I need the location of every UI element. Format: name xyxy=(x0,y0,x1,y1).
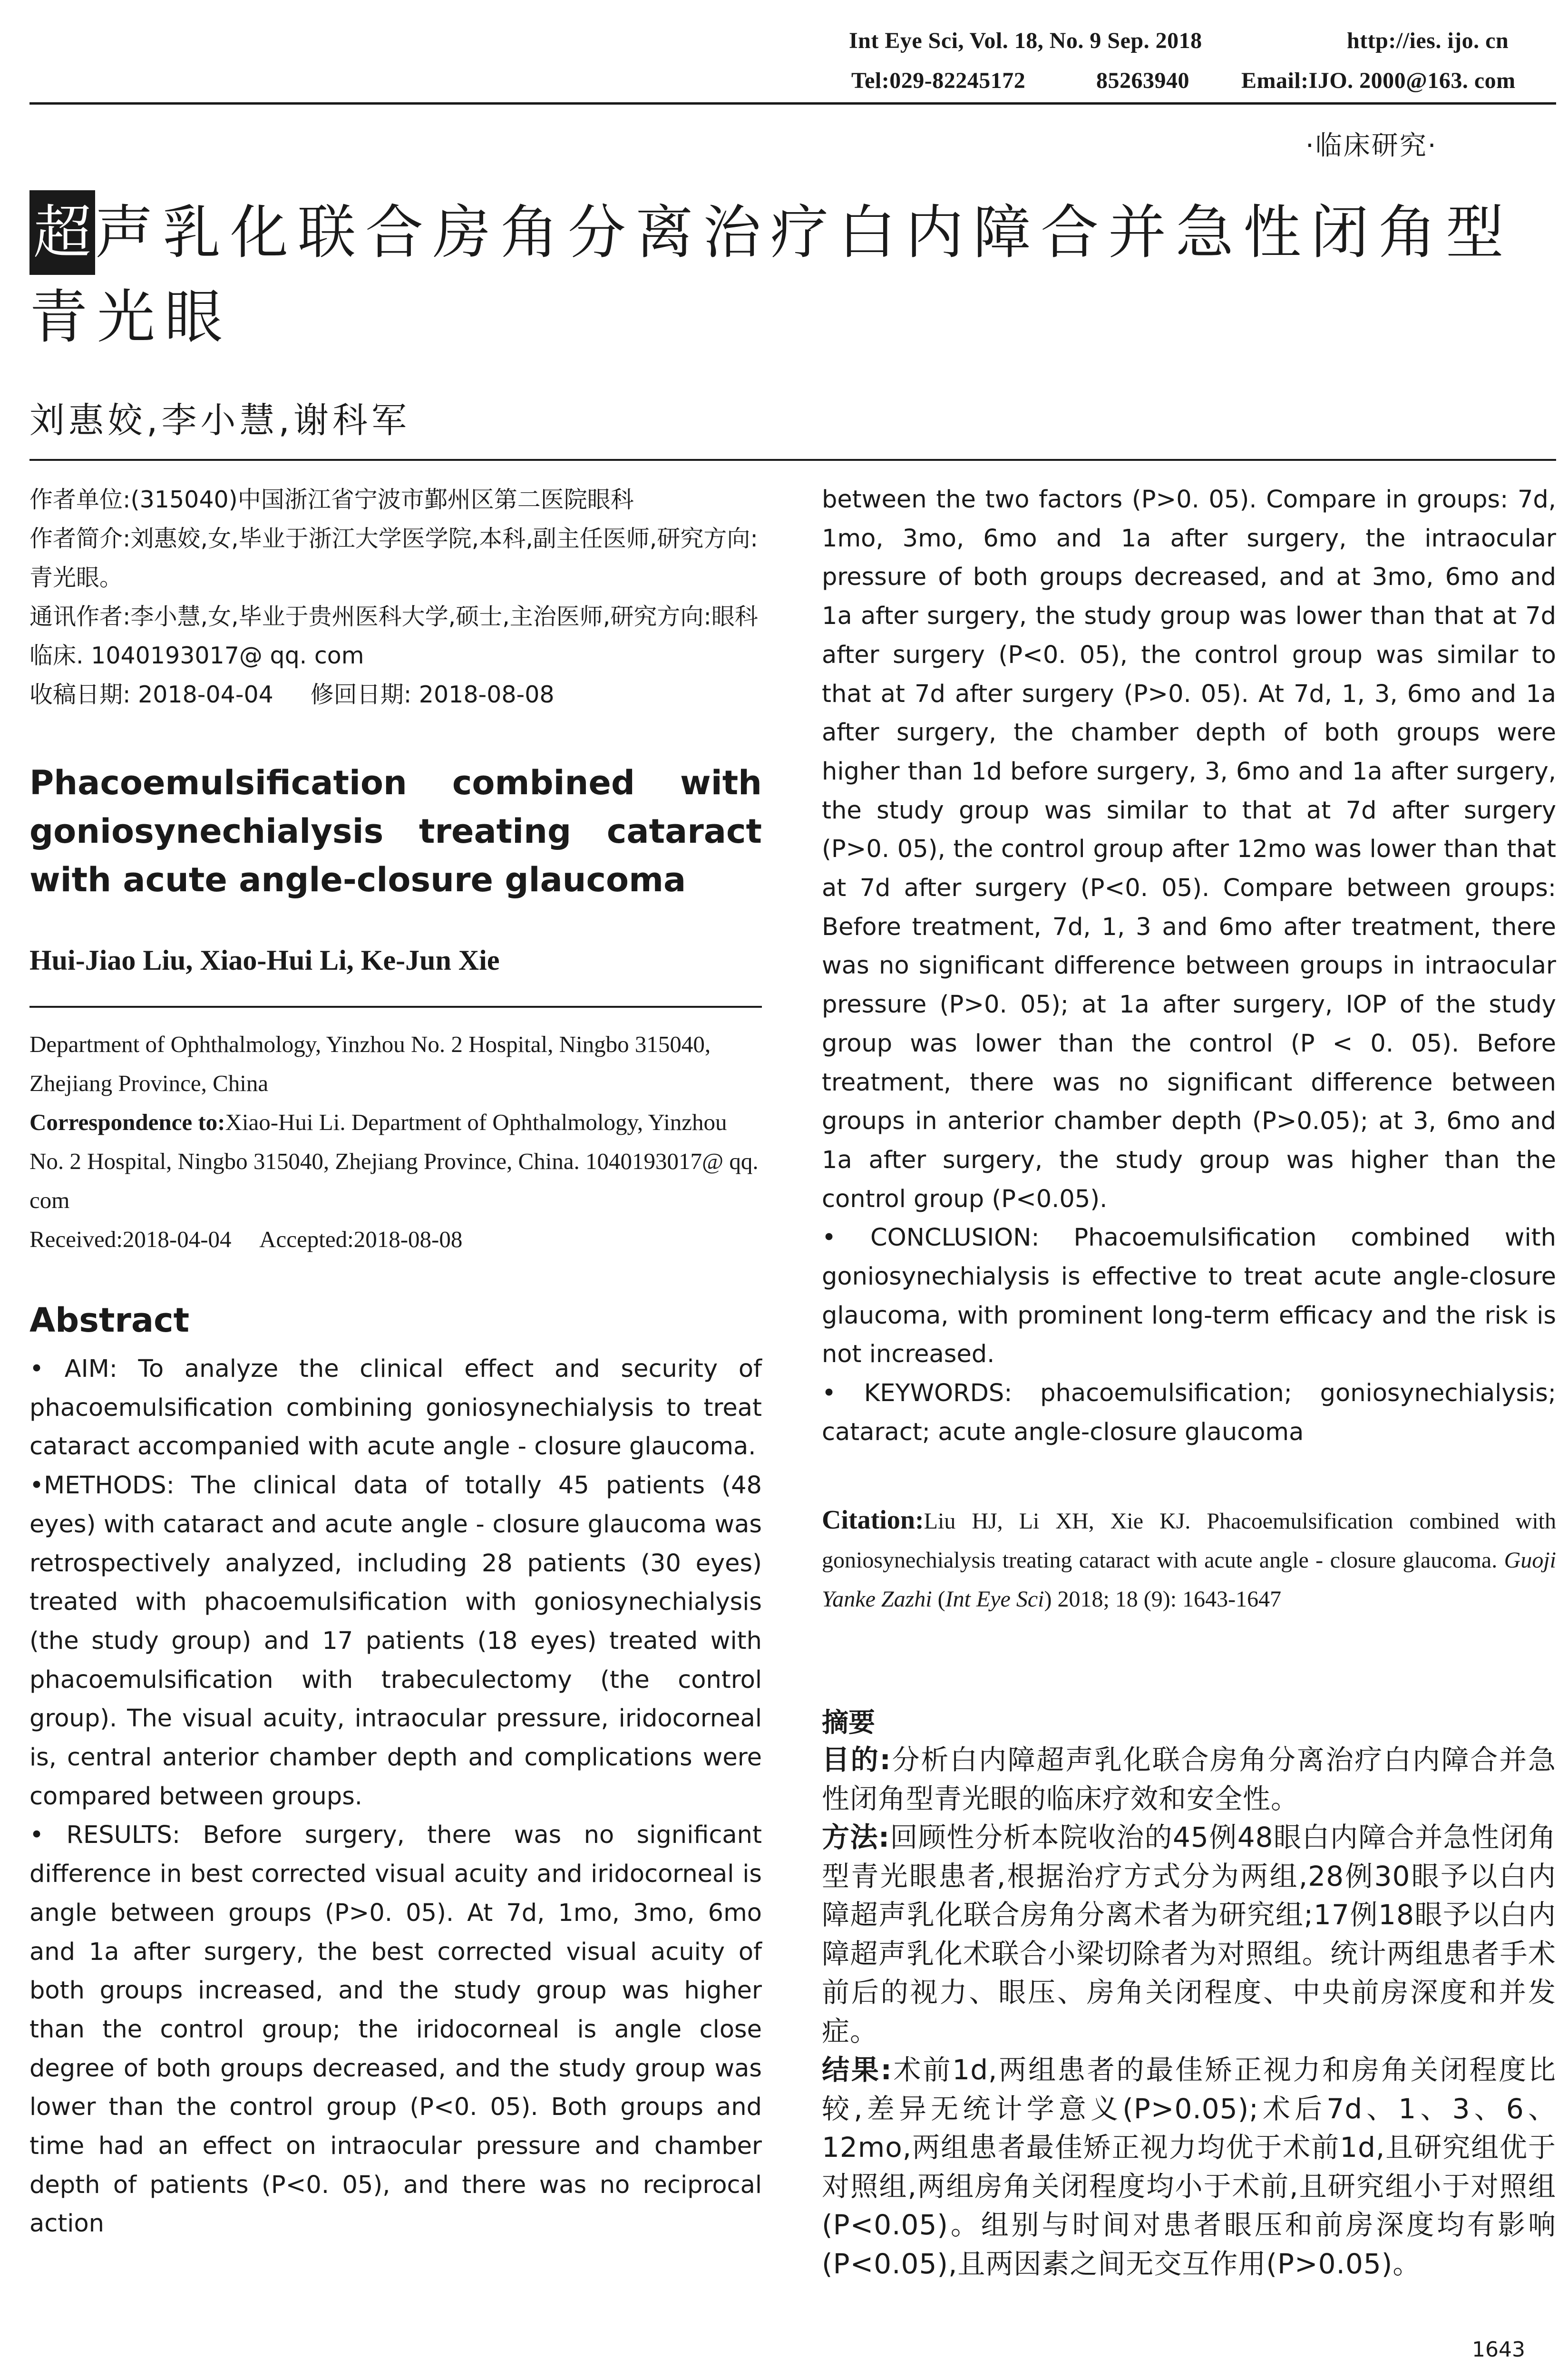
cn-aim xyxy=(822,1741,1556,1818)
journal-tel2: 85263940 xyxy=(1096,68,1189,93)
english-title: Phacoemulsification combined with goniosynechialysis treating cataract with acute angle-closure glaucoma xyxy=(29,763,762,899)
abstract-methods: •METHODS: The clinical data of totally 45 patients (48 eyes) with cataract and acute angle - closure glaucoma was retrospectively analyzed, including 28 patients (30 eyes) treated with phacoemulsification with goniosynechialysis (the study group) and 17 patients (18 eyes) treated with phacoemulsification with trabeculectomy (the control group). The visual acuity, intraocular pressure, iridocorneal is, central anterior chamber depth and complications were compared between groups. xyxy=(29,1471,762,1811)
title-rule xyxy=(29,459,1556,461)
cn-aim-text: 分析白内障超声乳化联合房角分离治疗白内障合并急性闭角型青光眼的临床疗效和安全性。 xyxy=(822,1744,1556,1815)
citation-paren-open: ( xyxy=(937,1587,945,1612)
cn-aim-label: 目的: xyxy=(822,1744,891,1776)
author-unit: 作者单位:(315040)中国浙江省宁波市鄞州区第二医院眼科 xyxy=(29,486,634,513)
citation-text-a: Liu HJ, Li XH, Xie KJ. Phacoemulsification combined with goniosynechialysis treating cataract with acute angle - closure glaucoma. xyxy=(822,1509,1556,1573)
corresponding-author: 通讯作者:李小慧,女,毕业于贵州医科大学,硕士,主治医师,研究方向:眼科临床. 1040193017@ qq. com xyxy=(29,603,758,669)
journal-info: Int Eye Sci, Vol. 18, No. 9 Sep. 2018 xyxy=(849,28,1202,53)
cn-results-text: 术前1d,两组患者的最佳矫正视力和房角关闭程度比较,差异无统计学意义(P>0.05);术后7d、1、3、6、12mo,两组患者最佳矫正视力均优于术前1d,且研究组优于对照组,两组房角关闭程度均小于术前,且研究组小于对照组(P<0.05)。组别与时间对患者眼压和前房深度均有影响(P<0.05),且两因素之间无交互作用(P>0.05)。 xyxy=(822,2054,1557,2280)
received-dates-en: Received:2018-04-04 Accepted:2018-08-08 xyxy=(29,1226,463,1252)
abstract-aim: • AIM: To analyze the clinical effect and security of phacoemulsification combining goniosynechialysis to treat cataract accompanied with acute angle - closure glaucoma. xyxy=(29,1355,762,1461)
journal-url[interactable]: http://ies. ijo. cn xyxy=(1347,28,1509,53)
english-authors: Hui-Jiao Liu, Xiao-Hui Li, Ke-Jun Xie xyxy=(29,945,500,976)
abstract-results-part1: • RESULTS: Before surgery, there was no significant difference in best corrected visual acuity and iridocorneal is angle between groups (P>0. 05). At 7d, 1mo, 3mo, 6mo and 1a after surgery, the best corrected visual acuity of both groups increased, and the study group was higher than the control group; the iridocorneal is angle close degree of both groups decreased, and the study group was lower than the control group (P<0. 05). Both groups and time had an effect on intraocular pressure and chamber depth of patients (P<0. 05), and there was no reciprocal action xyxy=(29,1821,762,2238)
correspondence xyxy=(29,1103,762,1220)
cn-methods-label: 方法: xyxy=(822,1821,890,1853)
authors-cn: 刘惠姣,李小慧,谢科军 xyxy=(29,400,411,441)
page-title xyxy=(29,190,1556,360)
abstract-keywords: • KEYWORDS: phacoemulsification; goniosynechialysis; cataract; acute angle-closure glaucoma xyxy=(822,1379,1556,1446)
title-rest: 声乳化联合房角分离治疗白内障合并急性闭角型青光眼 xyxy=(29,199,1513,351)
abstract-conclusion: • CONCLUSION: Phacoemulsification combined with goniosynechialysis is effective to treat acute angle-closure glaucoma, with prominent long-term efficacy and the risk is not increased. xyxy=(822,1224,1556,1369)
journal-email[interactable]: Email:IJO. 2000@163. com xyxy=(1241,68,1516,93)
cn-methods xyxy=(822,1818,1556,2051)
affiliation-block xyxy=(29,1025,762,1259)
department: Department of Ophthalmology, Yinzhou No. 2 Hospital, Ningbo 315040, Zhejiang Province, China xyxy=(29,1031,711,1096)
received-dates-cn: 收稿日期: 2018-04-04 修回日期: 2018-08-08 xyxy=(29,681,555,708)
citation-journal-en: Int Eye Sci xyxy=(945,1587,1044,1612)
correspondence-label: Correspondence to: xyxy=(29,1109,225,1135)
cn-abstract-body xyxy=(822,1741,1556,2283)
title-first-char: 超 xyxy=(29,190,95,275)
abstract-right-column xyxy=(822,480,1556,1452)
cn-results-label: 结果: xyxy=(822,2054,892,2086)
cn-methods-text: 回顾性分析本院收治的45例48眼白内障合并急性闭角型青光眼患者,根据治疗方式分为两组,28例30眼予以白内障超声乳化联合房角分离术者为研究组;17例18眼予以白内障超声乳化术联合小梁切除者为对照组。统计两组患者手术前后的视力、眼压、房角关闭程度、中央前房深度和并发症。 xyxy=(822,1821,1556,2047)
section-tag: ·临床研究· xyxy=(1305,130,1438,161)
citation-journal: Guoji Yanke Zazhi xyxy=(822,1548,1557,1612)
cn-abstract-heading: 摘要 xyxy=(822,1707,875,1738)
page-number: 1643 xyxy=(1472,2338,1525,2362)
citation-block xyxy=(822,1500,1556,1619)
citation-label: Citation: xyxy=(822,1505,924,1535)
cn-results xyxy=(822,2051,1556,2283)
author-intro: 作者简介:刘惠姣,女,毕业于浙江大学医学院,本科,副主任医师,研究方向:青光眼。 xyxy=(29,525,758,591)
correspondence-text: Xiao-Hui Li. Department of Ophthalmology, Yinzhou No. 2 Hospital, Ningbo 315040, Zhejiang Province, China. 1040193017@ qq. com xyxy=(29,1109,759,1213)
abstract-results-part2: between the two factors (P>0. 05). Compare in groups: 7d, 1mo, 3mo, 6mo and 1a after surgery, the intraocular pressure of both groups decreased, and at 3mo, 6mo and 1a after surgery, the study group was lower than that at 7d after surgery (P<0. 05), the control group was similar to that at 7d after surgery (P>0. 05). At 7d, 1, 3, 6mo and 1a after surgery, the chamber depth of both groups were higher than 1d before surgery, 3, 6mo and 1a after surgery, the study group was similar to that at 7d after surgery (P>0. 05), the control group after 12mo was lower than that at 7d after surgery (P<0. 05). Compare between groups: Before treatment, 7d, 1, 3 and 6mo after treatment, there was no significant difference between groups in intraocular pressure (P>0. 05); at 1a after surgery, IOP of the study group was lower than the control (P < 0. 05). Before treatment, there was no significant difference between groups in anterior chamber depth (P>0.05); at 3, 6mo and 1a after surgery, the study group was higher than the control group (P<0.05). xyxy=(822,486,1556,1213)
citation-text-c: ) 2018; 18 (9): 1643-1647 xyxy=(1044,1587,1282,1612)
journal-tel: Tel:029-82245172 xyxy=(851,68,1026,93)
header-rule xyxy=(29,102,1556,105)
cn-metadata xyxy=(29,480,762,714)
authors-rule xyxy=(29,1006,762,1008)
abstract-heading: Abstract xyxy=(29,1301,190,1340)
abstract-left-column xyxy=(29,1350,762,2243)
